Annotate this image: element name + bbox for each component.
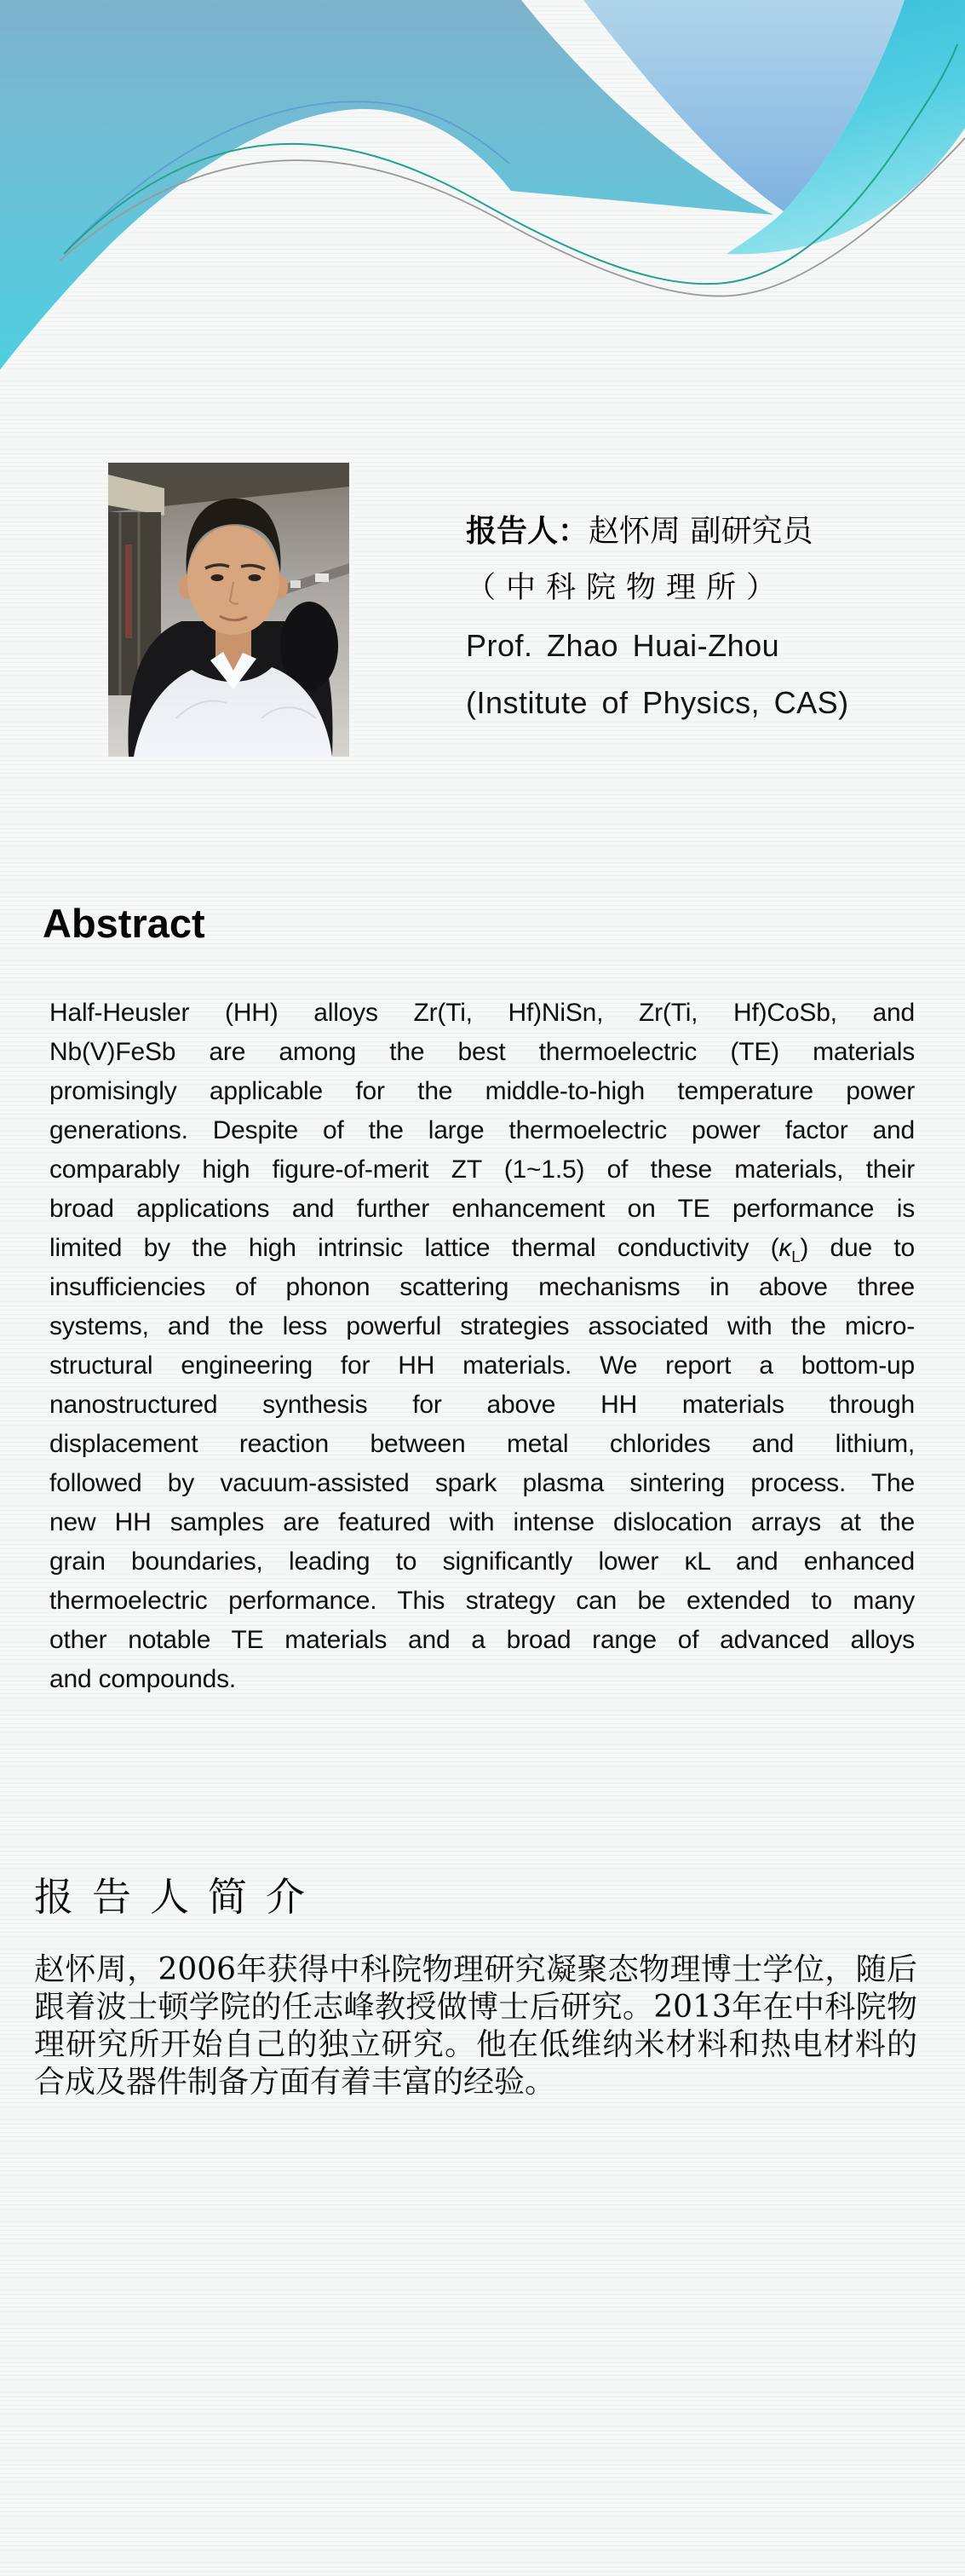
abstract-line: displacement reaction between metal chlorides and lithium,	[49, 1430, 915, 1458]
abstract-line: insufficiencies of phonon scattering mechanisms in above three	[49, 1273, 915, 1301]
speaker-photo	[108, 463, 349, 757]
bio-line: 理研究所开始自己的独立研究。他在低维纳米材料和热电材料的	[34, 2027, 917, 2062]
speaker-photo-illustration	[108, 463, 349, 757]
abstract-body	[49, 994, 915, 1699]
abstract-line: limited by the high intrinsic lattice thermal conductivity $(\kappa_L)$ due to	[49, 1234, 915, 1265]
header-wave-decoration	[0, 0, 965, 375]
abstract-line: promisingly applicable for the middle-to-high temperature power	[49, 1077, 915, 1105]
speaker-name-zh: 赵怀周 副研究员	[589, 514, 813, 549]
abstract-line: comparably high figure-of-merit ZT (1~1.5) of these materials, their	[49, 1155, 915, 1184]
abstract-line: new HH samples are featured with intense dislocation arrays at the	[49, 1508, 915, 1536]
speaker-label-zh: 报告人：	[466, 514, 589, 549]
abstract-line: followed by vacuum-assisted spark plasma sintering process. The	[49, 1469, 915, 1497]
bio-line: 赵怀周，2006年获得中科院物理研究凝聚态物理博士学位，随后	[34, 1952, 917, 1987]
speaker-affiliation-en: (Institute of Physics, CAS)	[466, 685, 849, 720]
abstract-line: systems, and the less powerful strategies associated with the micro-	[49, 1312, 915, 1340]
abstract-line: nanostructured synthesis for above HH materials through	[49, 1391, 915, 1419]
bio-heading: 报告人简介	[34, 1874, 324, 1920]
abstract-line: grain boundaries, leading to significantly lower κL and enhanced	[49, 1547, 915, 1576]
abstract-line: broad applications and further enhancement on TE performance is	[49, 1195, 915, 1223]
speaker-info-block	[466, 503, 909, 731]
bio-body	[34, 1951, 917, 2101]
abstract-heading: Abstract	[43, 901, 205, 946]
bio-line: 跟着波士顿学院的任志峰教授做博士后研究。2013年在中科院物	[34, 1990, 917, 2025]
speaker-line-zh	[466, 503, 909, 560]
abstract-line: and compounds.	[49, 1665, 237, 1693]
abstract-line: generations. Despite of the large thermoelectric power factor and	[49, 1116, 915, 1144]
speaker-affiliation-zh: （中科院物理所）	[466, 571, 787, 605]
speaker-name-en: Prof. Zhao Huai-Zhou	[466, 628, 780, 663]
abstract-line: Nb(V)FeSb are among the best thermoelectric (TE) materials	[49, 1038, 915, 1066]
abstract-line: structural engineering for HH materials. We report a bottom-up	[49, 1351, 915, 1380]
abstract-line: Half-Heusler (HH) alloys Zr(Ti, Hf)NiSn, Zr(Ti, Hf)CoSb, and	[49, 999, 915, 1027]
abstract-line: other notable TE materials and a broad range of advanced alloys	[49, 1626, 915, 1654]
abstract-line: thermoelectric performance. This strategy can be extended to many	[49, 1587, 915, 1615]
bio-line: 合成及器件制备方面有着丰富的经验。	[34, 2065, 556, 2100]
